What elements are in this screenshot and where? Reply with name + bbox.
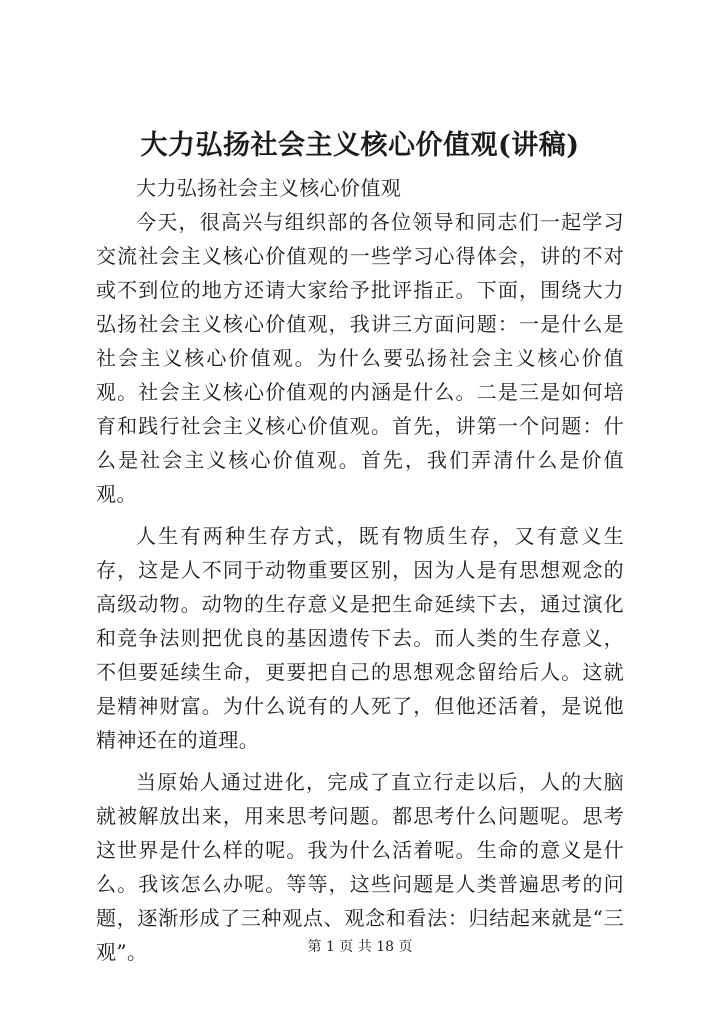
document-body xyxy=(96,171,624,969)
body-paragraph: 人生有两种生存方式，既有物质生存，又有意义生存，这是人不同于动物重要区别，因为人是有思想观念的高级动物。动物的生存意义是把生命延续下去，通过演化和竞争法则把优良的基因遗传下去。而人类的生存意义，不但要延续生命，更要把自己的思想观念留给后人。这就是精神财富。为什么说有的人死了，但他还活着，是说他精神还在的道理。 xyxy=(96,524,624,752)
body-paragraph: 今天，很高兴与组织部的各位领导和同志们一起学习交流社会主义核心价值观的一些学习心得体会，讲的不对或不到位的地方还请大家给予批评指正。下面，围绕大力弘扬社会主义核心价值观，我讲三方面问题：一是什么是社会主义核心价值观。为什么要弘扬社会主义核心价值观。社会主义核心价值观的内涵是什么。二是三是如何培育和践行社会主义核心价值观。首先，讲第一个问题：什么是社会主义核心价值观。首先，我们弄清什么是价值观。 xyxy=(96,210,624,506)
document-title: 大力弘扬社会主义核心价值观(讲稿) xyxy=(140,130,580,161)
body-paragraph: 当原始人通过进化，完成了直立行走以后，人的大脑就被解放出来，用来思考问题。都思考什么问题呢。思考这世界是什么样的呢。我为什么活着呢。生命的意义是什么。我该怎么办呢。等等，这些问题是人类普遍思考的问题，逐渐形成了三种观点、观念和看法：归结起来就是“三观”。 xyxy=(96,770,624,964)
page-number: 第 1 页 共 18 页 xyxy=(307,939,413,955)
subtitle-paragraph: 大力弘扬社会主义核心价值观 xyxy=(136,176,402,200)
